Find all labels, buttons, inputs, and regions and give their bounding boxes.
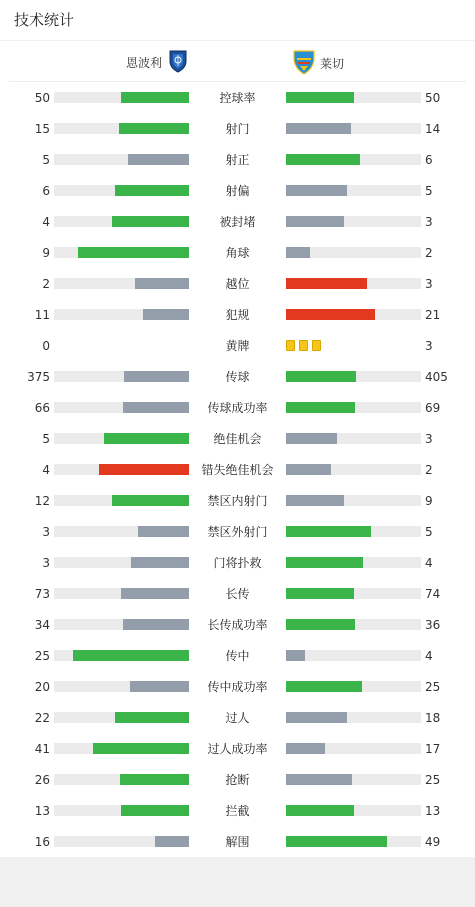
away-value: 2 <box>425 246 433 260</box>
stat-row <box>0 740 475 758</box>
stat-row <box>0 275 475 293</box>
away-bar-track <box>286 681 421 692</box>
home-bar <box>115 712 189 723</box>
stat-row <box>0 678 475 696</box>
home-bar-track <box>54 402 189 413</box>
away-bar <box>286 774 352 785</box>
home-bar-track <box>54 774 189 785</box>
away-value: 18 <box>425 711 441 725</box>
home-bar <box>121 92 189 103</box>
away-bar-track <box>286 836 421 847</box>
home-value: 16 <box>34 835 50 849</box>
stat-row <box>0 120 475 138</box>
stat-row <box>0 151 475 169</box>
away-team[interactable] <box>292 49 344 78</box>
home-bar <box>143 309 189 320</box>
away-bar-track <box>286 526 421 537</box>
stat-label: 禁区内射门 <box>207 494 268 508</box>
away-bar-track <box>286 371 421 382</box>
home-value: 5 <box>42 432 50 446</box>
home-value: 34 <box>34 618 50 632</box>
away-value: 405 <box>425 370 448 384</box>
away-value: 17 <box>425 742 441 756</box>
away-bar <box>286 371 356 382</box>
home-bar <box>131 557 189 568</box>
stat-row <box>0 430 475 448</box>
away-bar <box>286 464 331 475</box>
away-bar-track <box>286 557 421 568</box>
home-bar-track <box>54 371 189 382</box>
away-bar <box>286 92 354 103</box>
away-bar-track <box>286 650 421 661</box>
away-bar-track <box>286 185 421 196</box>
home-value: 22 <box>34 711 50 725</box>
home-bar-track <box>54 743 189 754</box>
home-value: 73 <box>34 587 50 601</box>
home-value: 2 <box>42 277 50 291</box>
home-value: 3 <box>42 556 50 570</box>
away-bar <box>286 185 347 196</box>
home-bar <box>128 154 189 165</box>
stat-label: 传中成功率 <box>207 680 268 694</box>
away-bar <box>286 619 355 630</box>
stat-row <box>0 337 475 355</box>
stat-row <box>0 89 475 107</box>
home-value: 50 <box>34 91 50 105</box>
home-value: 5 <box>42 153 50 167</box>
away-value: 49 <box>425 835 441 849</box>
home-bar <box>112 216 189 227</box>
home-bar <box>155 836 189 847</box>
stat-label: 被封堵 <box>219 215 256 229</box>
home-bar-track <box>54 712 189 723</box>
home-bar-track <box>54 309 189 320</box>
away-value: 4 <box>425 556 433 570</box>
stat-label: 长传 <box>225 587 250 601</box>
home-team[interactable] <box>126 49 188 76</box>
home-bar <box>78 247 189 258</box>
stat-label: 解围 <box>225 835 250 849</box>
home-bar-track <box>54 154 189 165</box>
home-bar-track <box>54 278 189 289</box>
stat-label: 越位 <box>225 277 250 291</box>
away-bar <box>286 123 351 134</box>
stat-row <box>0 306 475 324</box>
stat-label: 错失绝佳机会 <box>201 463 274 477</box>
stat-label: 禁区外射门 <box>207 525 268 539</box>
home-team-name: 恩波利 <box>125 56 162 70</box>
away-team-name: 莱切 <box>320 57 345 71</box>
away-bar <box>286 743 325 754</box>
home-bar <box>119 123 189 134</box>
away-bar <box>286 681 362 692</box>
home-bar <box>93 743 189 754</box>
away-value: 5 <box>425 525 433 539</box>
away-bar <box>286 278 367 289</box>
stat-row <box>0 368 475 386</box>
away-value: 25 <box>425 680 441 694</box>
stat-row <box>0 554 475 572</box>
away-bar-track <box>286 619 421 630</box>
away-bar-track <box>286 278 421 289</box>
away-bar-track <box>286 588 421 599</box>
stat-row <box>0 585 475 603</box>
stat-label: 黄牌 <box>225 339 250 353</box>
home-value: 3 <box>42 525 50 539</box>
stat-label: 门将扑救 <box>213 556 262 570</box>
home-value: 13 <box>34 804 50 818</box>
home-value: 9 <box>42 246 50 260</box>
stat-row <box>0 647 475 665</box>
home-bar-track <box>54 216 189 227</box>
away-bar-track <box>286 92 421 103</box>
home-value: 20 <box>34 680 50 694</box>
away-bar-track <box>286 433 421 444</box>
stat-row <box>0 523 475 541</box>
stat-row <box>0 616 475 634</box>
stat-row <box>0 244 475 262</box>
yellow-card-icon <box>312 340 321 351</box>
away-value: 4 <box>425 649 433 663</box>
away-bar <box>286 154 360 165</box>
stat-label: 绝佳机会 <box>213 432 262 446</box>
stat-row <box>0 213 475 231</box>
home-bar <box>120 774 189 785</box>
stat-label: 射正 <box>225 153 250 167</box>
away-value: 36 <box>425 618 441 632</box>
stat-row <box>0 802 475 820</box>
home-bar <box>73 650 189 661</box>
away-value: 3 <box>425 215 433 229</box>
home-bar-track <box>54 557 189 568</box>
away-value: 74 <box>425 587 441 601</box>
stat-label: 过人成功率 <box>207 742 268 756</box>
away-bar <box>286 433 337 444</box>
stat-row <box>0 461 475 479</box>
away-bar <box>286 495 344 506</box>
away-bar <box>286 216 344 227</box>
away-bar-track <box>286 495 421 506</box>
home-bar-track <box>54 681 189 692</box>
away-bar-track <box>286 712 421 723</box>
stat-row <box>0 182 475 200</box>
away-bar-track <box>286 309 421 320</box>
away-bar-track <box>286 743 421 754</box>
away-bar-track <box>286 464 421 475</box>
home-bar-track <box>54 185 189 196</box>
away-bar <box>286 650 305 661</box>
away-bar <box>286 805 354 816</box>
teams-header <box>9 41 466 82</box>
away-value: 5 <box>425 184 433 198</box>
home-bar <box>112 495 189 506</box>
home-bar <box>130 681 189 692</box>
stat-label: 传球成功率 <box>207 401 268 415</box>
yellow-card-icon <box>299 340 308 351</box>
away-value: 3 <box>425 432 433 446</box>
away-value: 6 <box>425 153 433 167</box>
home-value: 4 <box>42 463 50 477</box>
home-value: 15 <box>34 122 50 136</box>
home-bar <box>104 433 189 444</box>
home-bar <box>123 619 189 630</box>
lecce-crest-icon <box>292 49 316 78</box>
stat-row <box>0 771 475 789</box>
stat-row <box>0 399 475 417</box>
away-bar <box>286 557 363 568</box>
home-bar <box>121 805 189 816</box>
away-value: 14 <box>425 122 441 136</box>
stat-label: 长传成功率 <box>207 618 268 632</box>
home-value: 375 <box>27 370 50 384</box>
home-bar-track <box>54 526 189 537</box>
home-bar-track <box>54 123 189 134</box>
away-bar <box>286 247 310 258</box>
stat-label: 角球 <box>225 246 250 260</box>
away-bar-track <box>286 402 421 413</box>
stat-label: 过人 <box>225 711 250 725</box>
yellow-card-icon <box>286 340 295 351</box>
stat-label: 拦截 <box>225 804 250 818</box>
home-bar <box>115 185 189 196</box>
away-bar <box>286 712 347 723</box>
away-value: 9 <box>425 494 433 508</box>
empoli-crest-icon <box>168 49 188 76</box>
home-value: 0 <box>42 339 50 353</box>
home-bar-track <box>54 805 189 816</box>
home-value: 6 <box>42 184 50 198</box>
away-value: 69 <box>425 401 441 415</box>
home-value: 66 <box>34 401 50 415</box>
stat-label: 抢断 <box>225 773 250 787</box>
home-value: 12 <box>34 494 50 508</box>
away-bar <box>286 526 371 537</box>
home-bar-track <box>54 619 189 630</box>
away-bar <box>286 588 354 599</box>
stat-row <box>0 492 475 510</box>
home-bar-track <box>54 464 189 475</box>
away-bar-track <box>286 216 421 227</box>
home-bar-track <box>54 247 189 258</box>
home-bar-track <box>54 495 189 506</box>
stat-label: 射偏 <box>225 184 250 198</box>
away-value: 21 <box>425 308 441 322</box>
away-bar-track <box>286 247 421 258</box>
away-bar-track <box>286 123 421 134</box>
home-value: 41 <box>34 742 50 756</box>
home-value: 4 <box>42 215 50 229</box>
home-bar <box>99 464 189 475</box>
stat-label: 射门 <box>225 122 250 136</box>
away-value: 2 <box>425 463 433 477</box>
stat-label: 传中 <box>225 649 250 663</box>
stat-label: 传球 <box>225 370 250 384</box>
home-value: 26 <box>34 773 50 787</box>
away-value: 25 <box>425 773 441 787</box>
away-value: 3 <box>425 277 433 291</box>
away-bar <box>286 309 375 320</box>
away-value: 13 <box>425 804 441 818</box>
page-title: 技术统计 <box>0 0 475 41</box>
home-bar <box>135 278 189 289</box>
home-value: 11 <box>34 308 50 322</box>
home-value: 25 <box>34 649 50 663</box>
stat-row <box>0 709 475 727</box>
away-value: 3 <box>425 339 433 353</box>
away-bar <box>286 402 355 413</box>
home-bar <box>124 371 189 382</box>
away-value: 50 <box>425 91 441 105</box>
away-bar-track <box>286 805 421 816</box>
home-bar <box>121 588 189 599</box>
stat-label: 控球率 <box>219 91 256 105</box>
home-bar <box>138 526 189 537</box>
home-bar-track <box>54 433 189 444</box>
home-bar-track <box>54 588 189 599</box>
home-bar <box>123 402 189 413</box>
away-bar-track <box>286 154 421 165</box>
away-bar-track <box>286 774 421 785</box>
home-bar-track <box>54 92 189 103</box>
away-yellow-cards <box>286 340 321 351</box>
home-bar-track <box>54 650 189 661</box>
away-bar <box>286 836 387 847</box>
stat-row <box>0 833 475 851</box>
home-bar-track <box>54 836 189 847</box>
stat-label: 犯规 <box>225 308 250 322</box>
